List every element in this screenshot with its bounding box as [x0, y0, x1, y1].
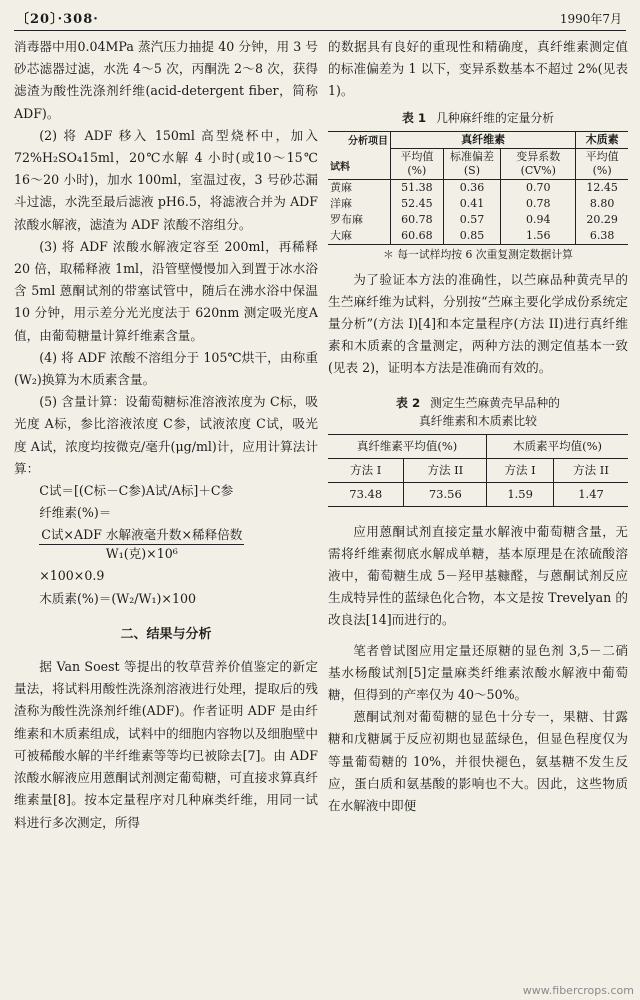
table1-group-lignin: 木质素 [576, 131, 628, 148]
row-label: 黄麻 [330, 180, 352, 194]
fraction-denominator: W₁(克)×10⁶ [105, 546, 178, 562]
paragraph-method-1: 消毒器中用0.04MPa 蒸汽压力抽提 40 分钟，用 3 号砂芯滤器过滤，水洗 4～5 次，丙酮洗 2～8 次，获得滤渣为酸性洗涤剂纤维(acid-detergent fiber，简称 ADF)。 [14, 39, 318, 121]
formula-lignin: 木质素(%)＝(W₂/W₁)×100 [39, 590, 197, 606]
cell-value: 73.48 [349, 486, 383, 501]
table2-subheader: 方法 II [404, 458, 487, 482]
cell-value: 0.41 [443, 196, 501, 212]
cell-value: 1.59 [487, 482, 554, 506]
table1-group-cellulose: 真纤维素 [391, 131, 576, 148]
cell-value: 0.70 [501, 179, 576, 196]
formula-concentration: C试＝[(C标－C参)A试/A标]＋C参 [39, 483, 234, 499]
formula-cellulose-label: 纤维素(%)＝ [39, 505, 112, 521]
table1-label: 表 1 [401, 110, 427, 125]
paragraph-method-3: (3) 将 ADF 浓酸水解液定容至 200ml，再稀释 20 倍，取稀释液 1ml，沿管壁慢慢加入到置于冰水浴含 5ml 蒽酮试剂的带塞试管中，随后在沸水浴中保温 10 分钟，用示差分光光度法于 620nm 测定吸光度A值，由葡萄糖量计算纤维素含量。 [14, 238, 318, 343]
cell-value: 6.38 [576, 228, 628, 245]
cell-value: 60.68 [391, 228, 444, 245]
formula-multiplier: ×100×0.9 [39, 568, 105, 584]
table2-caption [328, 394, 628, 430]
cell-value: 0.85 [443, 228, 501, 245]
cell-value: 0.57 [443, 212, 501, 228]
table-row [328, 212, 628, 228]
left-column [14, 36, 318, 834]
table1-title: 几种麻纤维的定量分析 [436, 110, 555, 125]
cell-value: 60.78 [391, 212, 444, 228]
cell-value: 0.78 [501, 196, 576, 212]
cell-value: 0.36 [443, 179, 501, 196]
table1-subheader: 标准偏差(S) [443, 148, 501, 179]
paragraph-results-5: 笔者曾试图应用定量还原糖的显色剂 3,5－二硝基水杨酸试剂[5]定量麻类纤维素浓酸水解液中葡萄糖，但得到的产率仅为 40～50%。 [328, 642, 628, 703]
table-row [328, 228, 628, 245]
table2-subheader: 方法 I [328, 458, 404, 482]
table2-title-line1: 测定生苎麻黄壳早品种的 [430, 395, 560, 410]
row-label: 洋麻 [330, 196, 352, 210]
watermark: www.fibercrops.com [522, 984, 634, 997]
cell-value: 1.47 [554, 482, 628, 506]
table1-subheader: 变异系数(CV%) [501, 148, 576, 179]
paragraph-results-2: 的数据具有良好的重现性和精确度，真纤维素测定值的标准偏差为 1 以下，变异系数基本不超过 2%(见表 1)。 [328, 39, 628, 99]
table1-note: ＊ 每一试样均按 6 次重复测定数据计算 [383, 247, 573, 261]
row-label: 罗布麻 [330, 212, 363, 226]
table2-group-lignin: 木质素平均值(%) [487, 434, 628, 458]
table-row [328, 196, 628, 212]
table1-caption [328, 109, 628, 127]
row-label: 大麻 [330, 228, 352, 242]
formula-cellulose-fraction [14, 526, 318, 563]
table-row [328, 482, 628, 506]
table2-subheader: 方法 I [487, 458, 554, 482]
paragraph-method-2: (2) 将 ADF 移入 150ml 高型烧杯中，加入 72%H₂SO₄15ml，20℃水解 4 小时(或10～15℃ 16～20 小时)，加水 100ml，室温过夜，3 号砂芯漏斗过滤，水洗至最后滤液 pH6.5，将滤液合并为 ADF 浓酸水解液，滤渣为 ADF 浓酸不溶组分。 [14, 127, 318, 232]
section-heading: 二、结果与分析 [120, 626, 212, 642]
table1-corner-top: 分析项目 [348, 136, 388, 148]
cell-value: 73.56 [404, 482, 487, 506]
cell-value: 1.56 [501, 228, 576, 245]
table2 [328, 434, 628, 507]
table-row [328, 179, 628, 196]
header-rule [14, 30, 626, 31]
table2-title-line2: 真纤维素和木质素比较 [419, 413, 537, 428]
cell-value: 8.80 [576, 196, 628, 212]
paragraph-results-1: 据 Van Soest 等提出的牧草营养价值鉴定的新定量法，将试料用酸性洗涤剂溶液进行处理，提取后的残渣称为酸性洗涤剂纤维(ADF)。作者证明 ADF 是由纤维素和木质素组成，试料中的细胞内容物以及细胞壁中可被稀酸水解的半纤维素等等均已被除去[7]。由 ADF 浓酸水解液应用蒽酮试剂测定葡萄糖，可直接求算真纤维素量[8]。按本定量程序对几种麻类纤维，用同一试料进行多次测定，所得 [14, 659, 318, 830]
table1-corner [328, 131, 391, 179]
table2-subheader: 方法 II [554, 458, 628, 482]
fraction-numerator: C试×ADF 水解液毫升数×稀释倍数 [39, 526, 244, 545]
paragraph-results-3: 为了验证本方法的准确性，以苎麻品种黄壳早的生苎麻纤维为试料，分别按“苎麻主要化学成份系统定量分析”(方法 I)[4]和本定量程序(方法 II)进行真纤维素和木质素的含量测定，两种方法的测定值基本一致(见表 2)，证明本方法是准确而有效的。 [328, 271, 628, 376]
table1-subheader: 平均值(%) [391, 148, 444, 179]
cell-value: 20.29 [576, 212, 628, 228]
paragraph-method-5: (5) 含量计算：设葡萄糖标准溶液浓度为 C标，吸光度 A标，参比溶液浓度 C参，试液浓度 C试，吸光度 A试，浓度均按微克/毫升(μg/ml)计，应用计算法计算： [14, 394, 318, 476]
fraction [39, 526, 244, 563]
cell-value: 51.38 [391, 179, 444, 196]
paragraph-results-6: 蒽酮试剂对葡萄糖的显色十分专一，果糖、甘露糖和戊糖属于反应初期也显蓝绿色，但显色程度仅为等量葡萄糖的 10%，并很快褪色，氨基糖不发生反应，蛋白质和氨基酸的影响也不大。因此，这些物质在水解液中即便 [328, 709, 628, 814]
right-column [328, 36, 628, 817]
page-number: 〔20〕·308· [16, 12, 99, 27]
paragraph-method-4: (4) 将 ADF 浓酸不溶组分于 105℃烘干，由称重(W₂)换算为木质素含量。 [14, 349, 318, 388]
issue-date: 1990年7月 [559, 12, 622, 26]
cell-value: 12.45 [576, 179, 628, 196]
cell-value: 0.94 [501, 212, 576, 228]
table1-corner-bottom: 试料 [330, 162, 350, 174]
cell-value: 52.45 [391, 196, 444, 212]
table2-label: 表 2 [396, 395, 421, 410]
table1 [328, 131, 628, 245]
paragraph-results-4: 应用蒽酮试剂直接定量水解液中葡萄糖含量，无需将纤维素彻底水解成单糖，基本原理是在浓硫酸溶液中，葡萄糖生成 5－羟甲基糠醛，与蒽酮试剂反应生成特异性的蓝绿色化合物，本文是按 Trevelyan 的改良法[14]而进行的。 [328, 523, 628, 628]
table2-group-cellulose: 真纤维素平均值(%) [328, 434, 487, 458]
table1-subheader: 平均值(%) [576, 148, 628, 179]
